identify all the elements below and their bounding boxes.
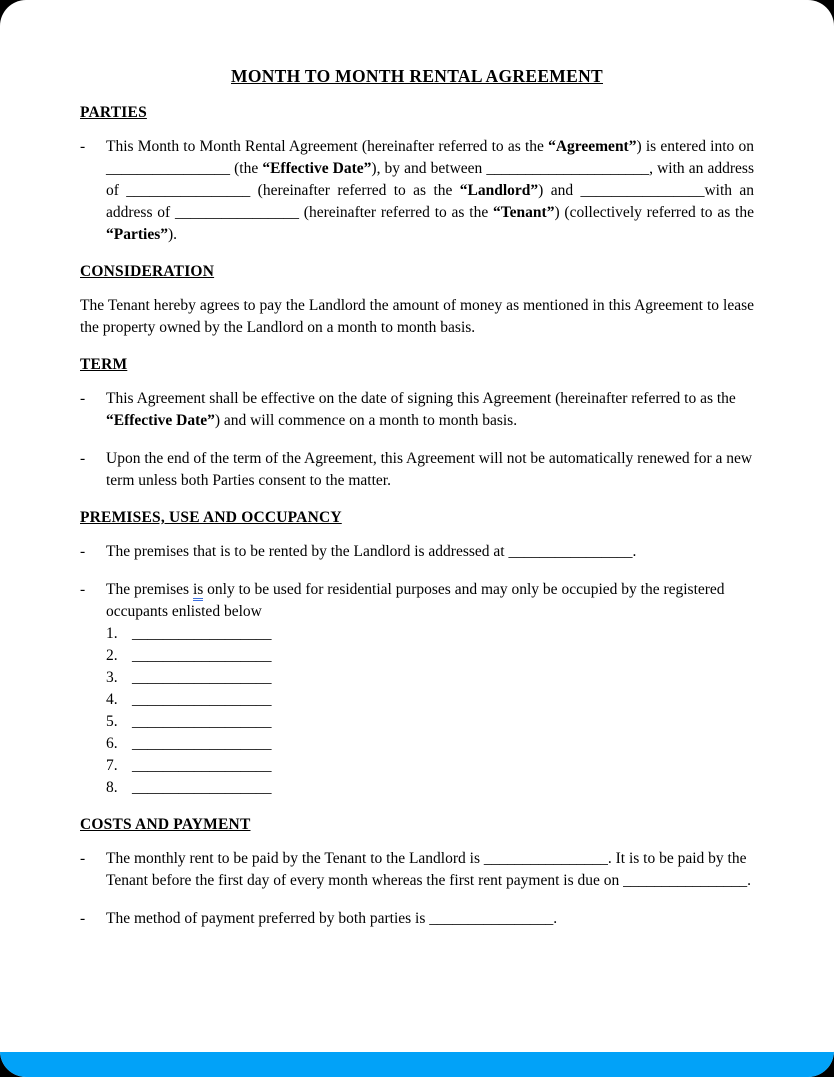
section-premises [80,508,754,799]
occupant-number: 1. [106,625,118,642]
occupant-row [106,733,754,755]
occupant-number: 2. [106,647,118,664]
dash-bullet-icon: - [80,850,86,867]
paragraph-text: The method of payment preferred by both parties is ________________. [106,910,558,927]
blank-field: ________________ [623,872,748,889]
dash-bullet-icon: - [80,581,86,598]
footer-accent-bar [0,1052,834,1077]
bullet-item [80,136,754,246]
dash-bullet-icon: - [80,543,86,560]
bullet-item [80,579,754,799]
section-heading-premises: PREMISES, USE AND OCCUPANCY [80,509,342,526]
bullet-item [80,541,754,563]
dash-bullet-icon: - [80,138,86,155]
section-heading-term: TERM [80,356,128,373]
occupant-number: 7. [106,757,118,774]
section-heading-parties: PARTIES [80,104,147,121]
paragraph-text: The Tenant hereby agrees to pay the Landlord the amount of money as mentioned in this Agreement to lease the property owned by the Landlord on a month to month basis. [80,297,754,336]
blank-field: __________________ [132,735,272,752]
bullet-item [80,448,754,492]
paragraph-text: The monthly rent to be paid by the Tenant to the Landlord is ________________. It is to be paid by the Tenant before the first day of every month whereas the first rent payment is due on ________________. [106,850,752,889]
section-heading-costs: COSTS AND PAYMENT [80,816,251,833]
paragraph-text: The premises that is to be rented by the Landlord is addressed at ________________. [106,543,637,560]
occupant-row [106,689,754,711]
document-title: MONTH TO MONTH RENTAL AGREEMENT [231,66,603,86]
dash-bullet-icon: - [80,450,86,467]
blank-field: __________________ [132,647,272,664]
paragraph-text: This Month to Month Rental Agreement (hereinafter referred to as the “Agreement”) is entered into on ________________ (the “Effective Date”), by and between _____________________, with an address of ________________ (hereinafter referred to as the “Landlord”) and ________________with an address of ________________ (hereinafter referred to as the “Tenant”) (collectively referred to as the “Parties”). [106,138,755,243]
section-term [80,355,754,492]
bullet-item [80,908,754,930]
occupant-row [106,755,754,777]
occupant-row [106,645,754,667]
paragraph-text: The premises is only to be used for residential purposes and may only be occupied by the registered occupants enlisted below [106,581,725,620]
section-consideration [80,262,754,339]
blank-field: _____________________ [486,160,650,177]
blank-field: ________________ [429,910,554,927]
blank-field: __________________ [132,757,272,774]
blank-field: ________________ [106,160,230,177]
occupant-row [106,667,754,689]
blank-field: __________________ [132,625,272,642]
occupant-row [106,623,754,645]
occupant-number: 3. [106,669,118,686]
blank-field: __________________ [132,691,272,708]
paragraph-text: Upon the end of the term of the Agreement, this Agreement will not be automatically renewed for a new term unless both Parties consent to the matter. [106,450,753,489]
occupant-number: 5. [106,713,118,730]
occupant-row [106,777,754,799]
blank-field: ________________ [483,850,608,867]
section-heading-consideration: CONSIDERATION [80,263,215,280]
blank-field: ________________ [126,182,251,199]
bullet-item [80,848,754,892]
section-costs [80,815,754,930]
grammar-underline: is [193,581,203,601]
blank-field: __________________ [132,779,272,796]
dash-bullet-icon: - [80,910,86,927]
occupants-list [106,623,754,799]
blank-field: __________________ [132,713,272,730]
occupant-number: 8. [106,779,118,796]
occupant-row [106,711,754,733]
blank-field: __________________ [132,669,272,686]
dash-bullet-icon: - [80,390,86,407]
occupant-number: 6. [106,735,118,752]
paragraph-text: This Agreement shall be effective on the date of signing this Agreement (hereinafter referred to as the “Effective Date”) and will commence on a month to month basis. [106,390,736,429]
section-parties [80,103,754,246]
blank-field: ________________ [580,182,705,199]
bullet-item [80,388,754,432]
blank-field: ________________ [175,204,299,221]
occupant-number: 4. [106,691,118,708]
blank-field: ________________ [508,543,633,560]
